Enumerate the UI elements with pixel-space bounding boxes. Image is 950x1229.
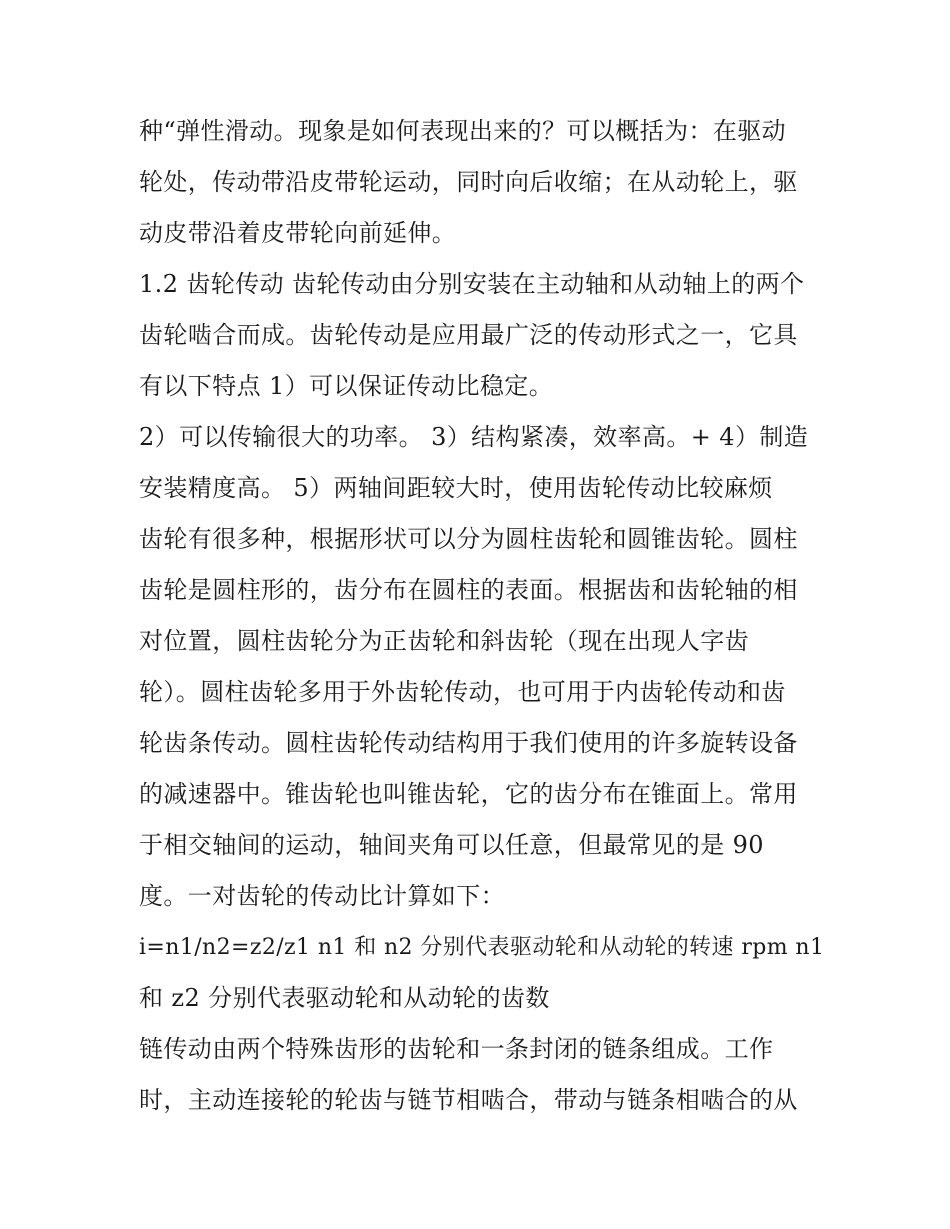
text-line-15: 于相交轴间的运动，轴间夹角可以任意，但最常见的是 90 <box>139 831 764 859</box>
text-line-4: 1.2 齿轮传动 齿轮传动由分别安装在主动轴和从动轴上的两个 <box>139 270 805 298</box>
text-line-20: 时，主动连接轮的轮齿与链节相啮合，带动与链条相啮合的从 <box>139 1086 798 1114</box>
text-line-16: 度。一对齿轮的传动比计算如下： <box>139 882 505 910</box>
text-line-8: 安装精度高。 5）两轴间距较大时，使用齿轮传动比较麻烦 <box>139 474 773 502</box>
text-line-5: 齿轮啮合而成。齿轮传动是应用最广泛的传动形式之一，它具 <box>139 321 798 349</box>
text-line-18: 和 z2 分别代表驱动轮和从动轮的齿数 <box>139 984 550 1012</box>
text-line-7: 2）可以传输很大的功率。 3）结构紧凑，效率高。+ 4）制造 <box>139 423 809 451</box>
text-line-1: 种“弹性滑动。现象是如何表现出来的？可以概括为：在驱动 <box>139 117 787 145</box>
text-line-2: 轮处，传动带沿皮带轮运动，同时向后收缩；在从动轮上，驱 <box>139 168 798 196</box>
text-line-13: 轮齿条传动。圆柱齿轮传动结构用于我们使用的许多旋转设备 <box>139 729 798 757</box>
text-line-14: 的减速器中。锥齿轮也叫锥齿轮，它的齿分布在锥面上。常用 <box>139 780 798 808</box>
text-line-17: i=n1/n2=z2/z1 n1 和 n2 分别代表驱动轮和从动轮的转速 rpm n1 <box>139 935 825 960</box>
text-line-12: 轮）。圆柱齿轮多用于外齿轮传动，也可用于内齿轮传动和齿 <box>139 678 786 706</box>
body-text <box>139 106 829 1126</box>
text-line-19: 链传动由两个特殊齿形的齿轮和一条封闭的链条组成。工作 <box>139 1035 774 1063</box>
text-line-10: 齿轮是圆柱形的，齿分布在圆柱的表面。根据齿和齿轮轴的相 <box>139 576 798 604</box>
text-line-3: 动皮带沿着皮带轮向前延伸。 <box>139 219 457 247</box>
text-line-6: 有以下特点 1）可以保证传动比稳定。 <box>139 372 554 400</box>
text-line-9: 齿轮有很多种，根据形状可以分为圆柱齿轮和圆锥齿轮。圆柱 <box>139 525 798 553</box>
text-line-11: 对位置，圆柱齿轮分为正齿轮和斜齿轮（现在出现人字齿 <box>139 627 749 655</box>
